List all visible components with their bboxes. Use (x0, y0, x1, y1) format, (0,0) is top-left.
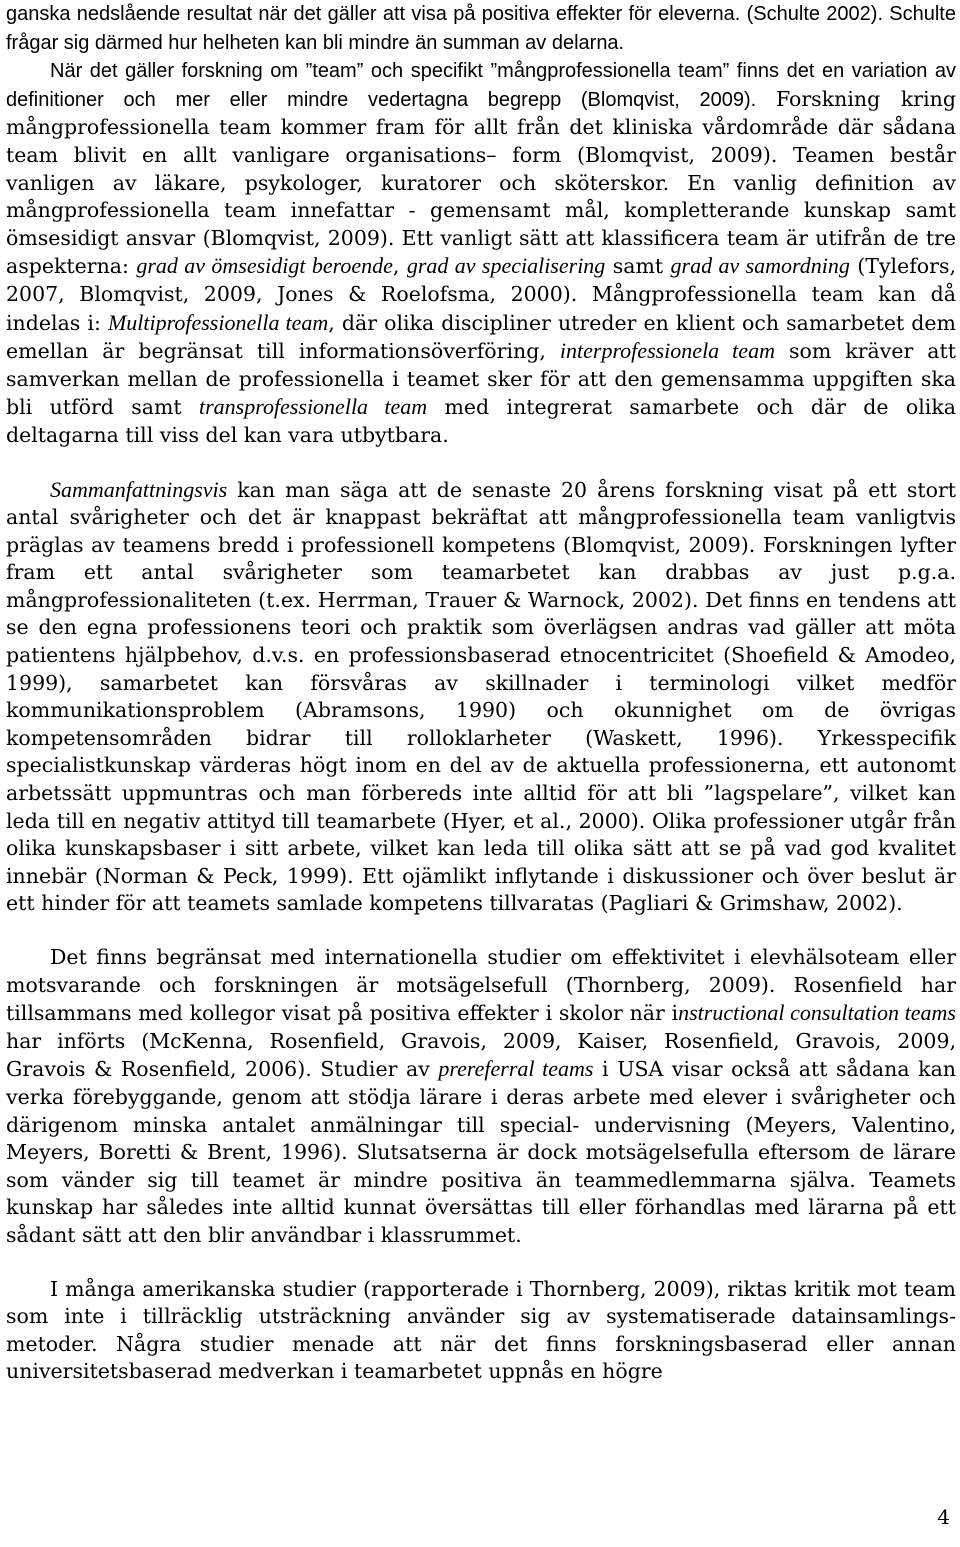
text-run: med integrerat samarbete och där de olika deltagarna till viss del kan vara utbytbara. (6, 395, 956, 447)
paragraph-3 (6, 476, 956, 919)
italic-term: transprofessionella team (198, 394, 428, 420)
italic-term: Sammanfattningsvis (50, 476, 228, 502)
text-run: , (392, 254, 407, 279)
paragraph-1 (6, 0, 956, 57)
paragraph-2 (6, 57, 956, 449)
text-run: När det gäller forskning om ”team” och specifikt ”mångprofessionella team” finns det en variation av definitioner och mer eller mindre vedertagna begrepp (Blomqvist, 2009). (6, 60, 956, 111)
text-run: (Tylefors, 2007, Blomqvist, 2009, Jones & Roelofsma, 2000). Mångprofessionella team kan då indelas i: (6, 254, 956, 335)
italic-term: interprofessionela team (559, 338, 775, 364)
text-run: I många amerikanska studier (rapporterade i Thornberg, 2009), riktas kritik mot team som inte i tillräcklig utsträckning använder sig av systematiserade datainsamlings-metoder. Några studier menade att när det finns forskningsbaserad eller annan universitetsbaserad medverkan i teamarbetet uppnås en högre (6, 1276, 956, 1384)
italic-term: nstructional consultation teams (678, 1000, 956, 1026)
text-run: Det finns begränsat med internationella studier om effektivitet i elevhälsoteam eller motsvarande och forskningen är motsägelsefull (Thornberg, 2009). Rosenfield har tillsammans med kollegor visat på positiva effekter i skolor när i (6, 945, 956, 1026)
italic-term: grad av samordning (670, 253, 850, 279)
text-run: ganska nedslående resultat när det gäller att visa på positiva effekter för eleverna. (Schulte 2002). Schulte frågar sig därmed hur helheten kan bli mindre än summan av delarna. (6, 3, 956, 54)
text-run: har införts (McKenna, Rosenfield, Gravois, 2009, Kaiser, Rosenfield, Gravois, 2009, Gravois & Rosenfield, 2006). Studier av (6, 1028, 956, 1082)
page-number: 4 (937, 1505, 950, 1529)
document-page (6, 0, 956, 1386)
text-run: , där olika discipliner utreder en klient och samarbetet dem emellan är begränsat till informationsöverföring, (6, 310, 956, 364)
text-run: som kräver att samverkan mellan de professionella i teamet sker för att den gemensamma uppgiften ska bli utförd samt (6, 339, 956, 420)
text-run: i USA visar också att sådana kan verka förebyggande, genom att stödja lärare i deras arbete med elever i svårigheter och därigenom minska antalet anmälningar till special- undervisning (Meyers, Valentino, Meyers, Boretti & Brent, 1996). Slutsatserna är dock motsägelsefulla eftersom de lärare som vänder sig till teamet är mindre positiva än teammedlemmarna själva. Teamets kunskap har således inte alltid kunnat översättas till eller förhandlas med lärarna på ett sådant sätt att den blir användbar i klassrummet. (6, 1057, 956, 1247)
italic-term: grad av specialisering (406, 253, 606, 279)
italic-term: prereferral teams (438, 1056, 594, 1082)
text-run: Forskning kring mångprofessionella team kommer fram för allt från det kliniska vårdområde där sådana team blivit en allt vanligare organisations– form (Blomqvist, 2009). Teamen består vanligen av läkare, psykologer, kuratorer och sköterskor. En vanlig definition av mångprofessionella team innefattar - gemensamt mål, kompletterande kunskap samt ömsesidigt ansvar (Blomqvist, 2009). Ett vanligt sätt att klassificera team är utifrån de tre aspekterna: (6, 86, 956, 279)
paragraph-4 (6, 944, 956, 1250)
italic-term: grad av ömsesidigt beroende (136, 253, 393, 279)
italic-term: Multiprofessionella team (107, 309, 329, 335)
paragraph-5 (6, 1276, 956, 1386)
text-run: samt (605, 254, 671, 279)
text-run: kan man säga att de senaste 20 årens forskning visat på ett stort antal svårigheter och det är knappast bekräftat att mångprofessionella team vanligtvis präglas av teamens bredd i professionell kompetens (Blomqvist, 2009). Forskningen lyfter fram ett antal svårigheter som teamarbetet kan drabbas av just p.g.a. mångprofessionaliteten (t.ex. Herrman, Trauer & Warnock, 2002). Det finns en tendens att se den egna professionens teori och praktik som överlägsen andras vad gäller att möta patientens hjälpbehov, d.v.s. en professionsbaserad etnocentricitet (Shoefield & Amodeo, 1999), samarbetet kan försvåras av skillnader i terminologi vilket medför kommunikationsproblem (Abramsons, 1990) och okunnighet om de övrigas kompetensområden bidrar till rolloklarheter (Waskett, 1996). Yrkesspecifik specialistkunskap värderas högt inom en del av de aktuella professionerna, ett autonomt arbetssätt uppmuntras och man förbereds inte alltid för att bli ”lagspelare”, vilket kan leda till en negativ attityd till teamarbete (Hyer, et al., 2000). Olika professioner utgår från olika kunskapsbaser i sitt arbete, vilket kan leda till olika sätt att se på vad god kvalitet innebär (Norman & Peck, 1999). Ett ojämlikt inflytande i diskussioner och över beslut är ett hinder för att teamets samlade kompetens tillvaratas (Pagliari & Grimshaw, 2002). (6, 477, 956, 916)
